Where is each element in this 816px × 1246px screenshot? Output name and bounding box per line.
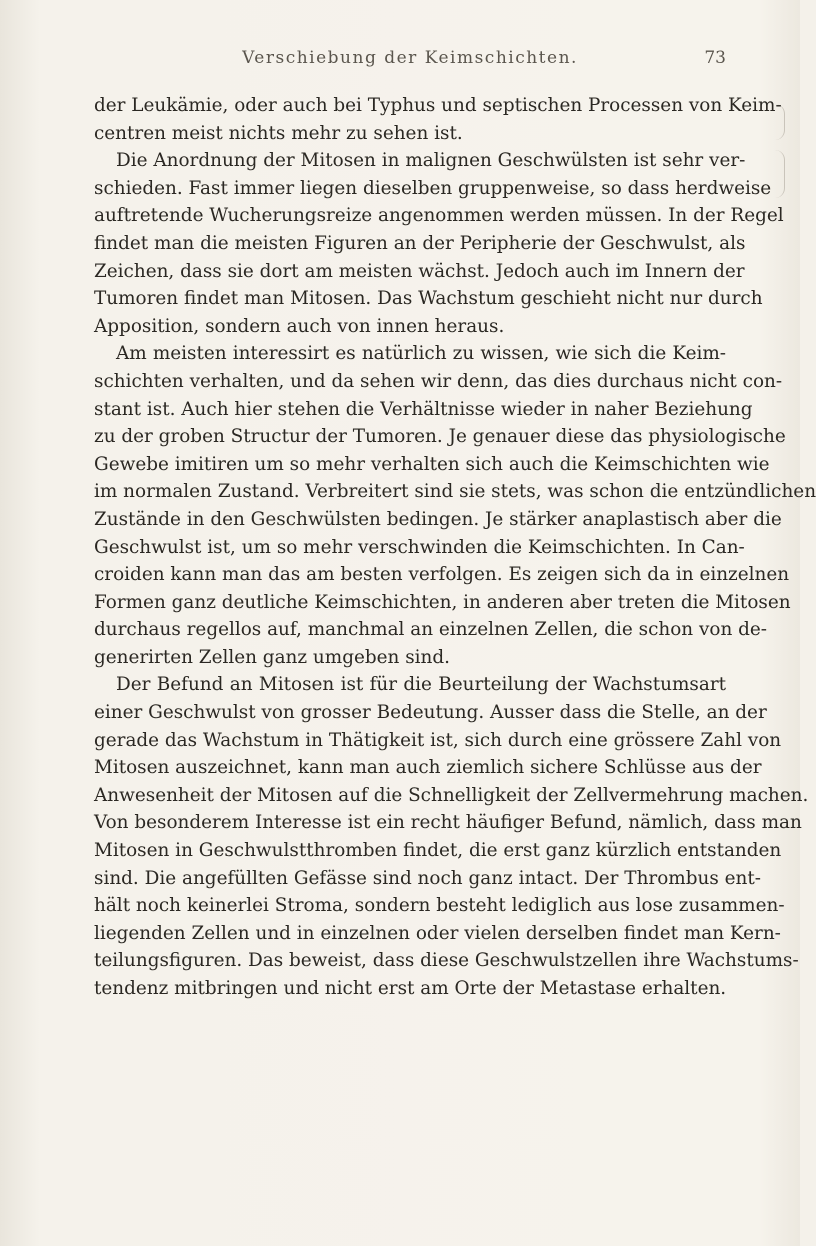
text-line: Apposition, sondern auch von innen heraus. [94, 315, 505, 337]
text-line: croiden kann man das am besten verfolgen. Es zeigen sich da in einzelnen [94, 564, 790, 586]
paragraph [94, 671, 809, 1002]
text-line: zu der groben Structur der Tumoren. Je genauer diese das physiologische [94, 426, 786, 448]
running-title: Verschiebung der Keimschichten. [242, 48, 578, 68]
text-line: durchaus regellos auf, manchmal an einzelnen Zellen, die schon von de- [94, 619, 767, 641]
text-line: Zeichen, dass sie dort am meisten wächst. Jedoch auch im Innern der [94, 260, 745, 282]
text-line: generirten Zellen ganz umgeben sind. [94, 646, 450, 668]
paragraph [94, 147, 784, 340]
text-line: gerade das Wachstum in Thätigkeit ist, sich durch eine grössere Zahl von [94, 729, 782, 751]
text-line: Am meisten interessirt es natürlich zu wissen, wie sich die Keim- [116, 343, 726, 365]
text-line: Mitosen in Geschwulstthromben findet, die erst ganz kürzlich entstanden [94, 840, 782, 862]
text-line: findet man die meisten Figuren an der Peripherie der Geschwulst, als [94, 232, 746, 254]
running-head [94, 48, 726, 78]
page-number: 73 [704, 48, 726, 68]
text-line: schieden. Fast immer liegen dieselben gruppenweise, so dass herdweise [94, 177, 772, 199]
body-text [94, 92, 816, 1003]
text-line: Anwesenheit der Mitosen auf die Schnelligkeit der Zellvermehrung machen. [94, 784, 809, 806]
text-line: Der Befund an Mitosen ist für die Beurteilung der Wachstumsart [116, 674, 726, 696]
text-line: Von besonderem Interesse ist ein recht häufiger Befund, nämlich, dass man [94, 812, 802, 834]
text-line: Formen ganz deutliche Keimschichten, in anderen aber treten die Mitosen [94, 591, 791, 613]
text-line: Zustände in den Geschwülsten bedingen. Je stärker anaplastisch aber die [94, 508, 782, 530]
text-line: Tumoren findet man Mitosen. Das Wachstum geschieht nicht nur durch [94, 288, 763, 310]
text-line: teilungsfiguren. Das beweist, dass diese Geschwulstzellen ihre Wachstums- [94, 950, 799, 972]
text-line: einer Geschwulst von grosser Bedeutung. Ausser dass die Stelle, an der [94, 702, 767, 724]
text-line: Geschwulst ist, um so mehr verschwinden die Keimschichten. In Can- [94, 536, 745, 558]
text-line: hält noch keinerlei Stroma, sondern besteht lediglich aus lose zusammen- [94, 895, 785, 917]
paragraph [94, 340, 816, 671]
paragraph [94, 92, 782, 147]
text-line: im normalen Zustand. Verbreitert sind sie stets, was schon die entzündlichen [94, 481, 816, 503]
text-line: der Leukämie, oder auch bei Typhus und septischen Processen von Keim- [94, 95, 782, 116]
page-edge-mark [772, 150, 785, 198]
text-line: sind. Die angefüllten Gefässe sind noch ganz intact. Der Thrombus ent- [94, 867, 761, 889]
text-line: Die Anordnung der Mitosen in malignen Geschwülsten ist sehr ver- [116, 150, 746, 172]
text-line: schichten verhalten, und da sehen wir denn, das dies durchaus nicht con- [94, 370, 783, 392]
text-line: Mitosen auszeichnet, kann man auch ziemlich sichere Schlüsse aus der [94, 757, 762, 779]
text-line: liegenden Zellen und in einzelnen oder vielen derselben findet man Kern- [94, 922, 781, 944]
text-line: tendenz mitbringen und nicht erst am Orte der Metastase erhalten. [94, 978, 727, 999]
text-line: stant ist. Auch hier stehen die Verhältnisse wieder in naher Beziehung [94, 398, 753, 420]
text-line: auftretende Wucherungsreize angenommen werden müssen. In der Regel [94, 205, 784, 227]
text-line: centren meist nichts mehr zu sehen ist. [94, 122, 463, 144]
text-line: Gewebe imitiren um so mehr verhalten sich auch die Keimschichten wie [94, 453, 770, 475]
